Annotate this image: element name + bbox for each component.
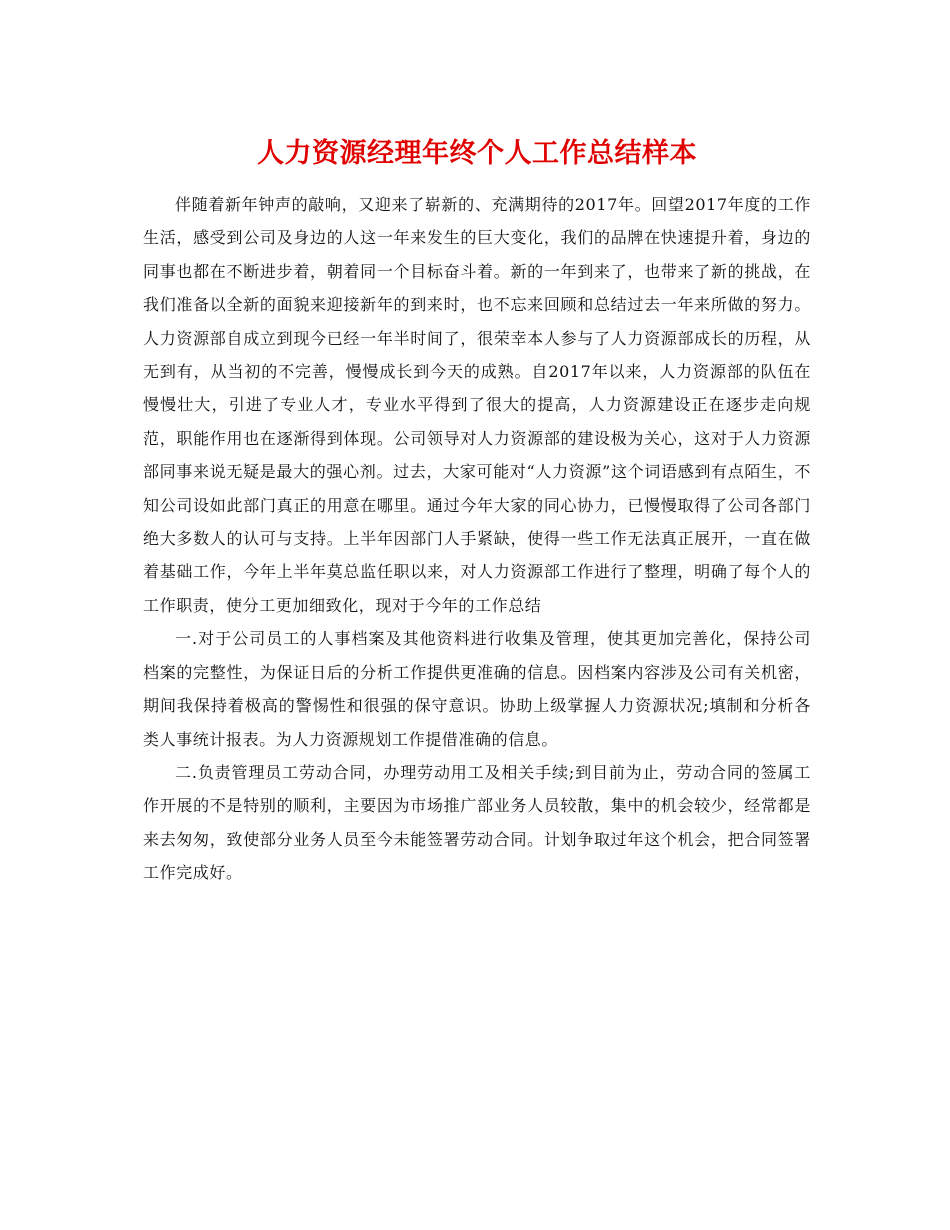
paragraph-item-2: 二.负责管理员工劳动合同，办理劳动用工及相关手续;到目前为止，劳动合同的签属工作开展的不是特别的顺利，主要因为市场推广部业务人员较散，集中的机会较少，经常都是来去匆匆，致使部分业务人员至今未能签署劳动合同。计划争取过年这个机会，把合同签署工作完成好。 [143,762,811,883]
document-body [143,188,811,890]
paragraph-intro: 伴随着新年钟声的敲响，又迎来了崭新的、充满期待的2017年。回望2017年度的工作生活，感受到公司及身边的人这一年来发生的巨大变化，我们的品牌在快速提升着，身边的同事也都在不断进步着，朝着同一个目标奋斗着。新的一年到来了，也带来了新的挑战，在我们准备以全新的面貌来迎接新年的到来时，也不忘来回顾和总结过去一年来所做的努力。人力资源部自成立到现今已经一年半时间了，很荣幸本人参与了人力资源部成长的历程，从无到有，从当初的不完善，慢慢成长到今天的成熟。自2017年以来，人力资源部的队伍在慢慢壮大，引进了专业人才，专业水平得到了很大的提高，人力资源建设正在逐步走向规范，职能作用也在逐渐得到体现。公司领导对人力资源部的建设极为关心，这对于人力资源部同事来说无疑是最大的强心剂。过去，大家可能对“人力资源”这个词语感到有点陌生，不知公司设如此部门真正的用意在哪里。通过今年大家的同心协力，已慢慢取得了公司各部门绝大多数人的认可与支持。上半年因部门人手紧缺，使得一些工作无法真正展开，一直在做着基础工作，今年上半年莫总监任职以来，对人力资源部工作进行了整理，明确了每个人的工作职责，使分工更加细致化，现对于今年的工作总结 [143,195,811,615]
document-page [143,0,811,1230]
document-title: 人力资源经理年终个人工作总结样本 [257,138,697,169]
paragraph-item-1: 一.对于公司员工的人事档案及其他资料进行收集及管理，使其更加完善化，保持公司档案的完整性，为保证日后的分析工作提供更准确的信息。因档案内容涉及公司有关机密，期间我保持着极高的警惕性和很强的保守意识。协助上级掌握人力资源状况;填制和分析各类人事统计报表。为人力资源规划工作提借准确的信息。 [143,629,811,749]
